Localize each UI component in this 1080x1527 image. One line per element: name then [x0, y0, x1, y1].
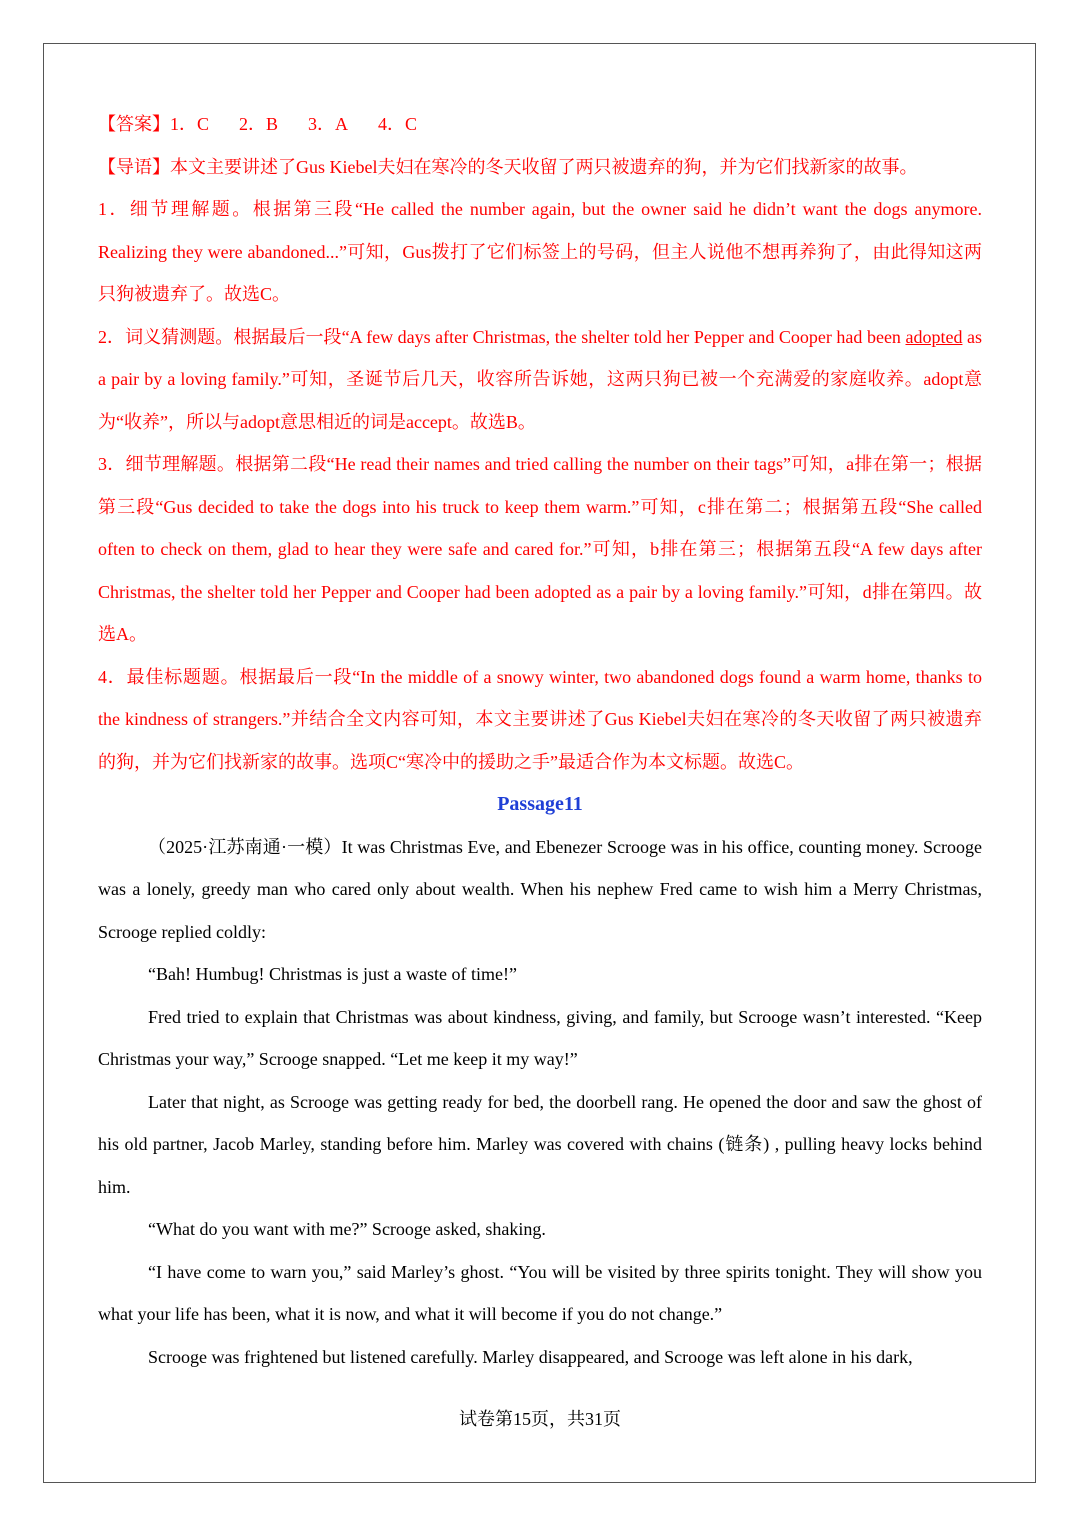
passage-paragraph: “I have come to warn you,” said Marley’s ghost. “You will be visited by three spirits tonight. They will show you what your life has been, what it is now, and what it will become if you do not change.”: [98, 1261, 982, 1324]
explanation-q2: [98, 316, 982, 444]
passage-paragraph: Scrooge was frightened but listened carefully. Marley disappeared, and Scrooge was left alone in his dark,: [148, 1346, 913, 1367]
answer-1: 1．C: [170, 114, 210, 134]
explanation-q2-after: as a pair by a loving family.”可知，圣诞节后几天，收容所告诉她，这两只狗已被一个充满爱的家庭收养。adopt意为“收养”，所以与adopt意思相近的词是accept。故选B。: [98, 326, 983, 432]
guide-text: 【导语】本文主要讲述了Gus Kiebel夫妇在寒冷的冬天收留了两只被遗弃的狗，并为它们找新家的故事。: [98, 156, 918, 177]
explanation-q1: 1．细节理解题。根据第三段“He called the number again, but the owner said he didn’t want the dogs anymore. Realizing they were abandoned...”可知，Gus拨打了它们标签上的号码，但主人说他不想再养狗了，由此得知这两只狗被遗弃了。故选C。: [98, 199, 982, 304]
page-content: [98, 103, 982, 1378]
answer-4: 4．C: [378, 114, 418, 134]
answer-3: 3．A: [308, 114, 349, 134]
passage-paragraph: Fred tried to explain that Christmas was about kindness, giving, and family, but Scrooge wasn’t interested. “Keep Christmas your way,” Scrooge snapped. “Let me keep it my way!”: [98, 1006, 982, 1069]
passage-paragraph: “Bah! Humbug! Christmas is just a waste of time!”: [148, 964, 517, 984]
answer-prefix: 【答案】: [98, 114, 170, 134]
page-footer: 试卷第15页，共31页: [459, 1409, 621, 1429]
explanation-q3: 3．细节理解题。根据第二段“He read their names and tried calling the number on their tags”可知，a排在第一；根据第三段“Gus decided to take the dogs into his truck to keep them warm.”可知，c排在第二；根据第五段“She called often to check on them, glad to hear they were safe and cared for.”可知，b排在第三；根据第五段“A few days after Christmas, the shelter told her Pepper and Cooper had been adopted as a pair by a loving family.”可知，d排在第四。故选A。: [98, 454, 982, 644]
answer-2: 2．B: [239, 114, 279, 134]
passage-title: Passage11: [497, 793, 583, 815]
passage-paragraph: “What do you want with me?” Scrooge asked, shaking.: [148, 1219, 546, 1239]
underlined-word: adopted: [905, 326, 963, 347]
explanation-q4: 4．最佳标题题。根据最后一段“In the middle of a snowy winter, two abandoned dogs found a warm home, thanks to the kindness of strangers.”并结合全文内容可知，本文主要讲述了Gus Kiebel夫妇在寒冷的冬天收留了两只被遗弃的狗，并为它们找新家的故事。选项C“寒冷中的援助之手”最适合作为本文标题。故选C。: [98, 666, 982, 772]
passage-paragraph: （2025·江苏南通·一模）It was Christmas Eve, and Ebenezer Scrooge was in his office, counting money. Scrooge was a lonely, greedy man who cared only about wealth. When his nephew Fred came to wish him a Merry Christmas, Scrooge replied coldly:: [98, 836, 982, 942]
explanation-q2-before: 2．词义猜测题。根据最后一段“A few days after Christmas, the shelter told her Pepper and Cooper had been: [98, 326, 906, 347]
passage-paragraph: Later that night, as Scrooge was getting ready for bed, the doorbell rang. He opened the door and saw the ghost of his old partner, Jacob Marley, standing before him. Marley was covered with chains (链条) , pulling heavy locks behind him.: [98, 1091, 982, 1197]
answer-line: [98, 103, 982, 146]
